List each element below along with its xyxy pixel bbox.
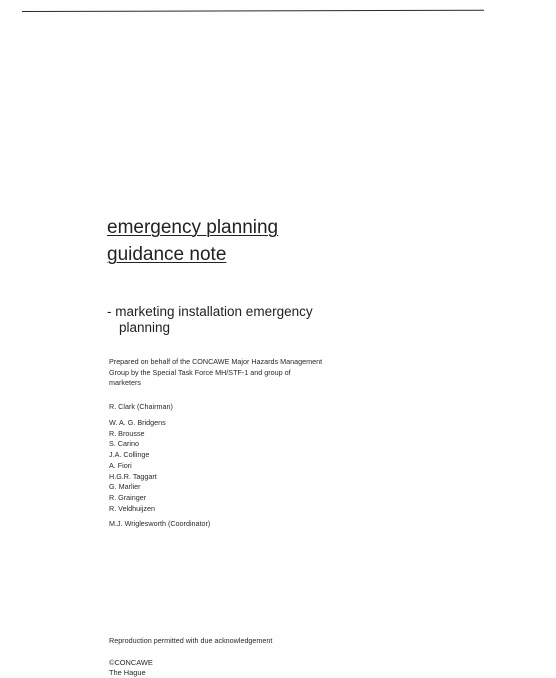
prepared-line-3: marketers <box>109 378 141 387</box>
copyright-line: ©CONCAWE <box>109 658 153 667</box>
address-line: The Hague <box>109 668 146 677</box>
member-item: R. Grainger <box>109 492 147 502</box>
member-list <box>109 418 166 514</box>
member-item: J.A. Collinge <box>109 450 150 460</box>
chairman-name: R. Clark (Chairman) <box>109 402 173 411</box>
reproduction-note: Reproduction permitted with due acknowledgement <box>109 636 273 645</box>
member-item: R. Brousse <box>109 428 145 438</box>
title-line-1: emergency planning <box>107 217 279 238</box>
prepared-line-2: Group by the Special Task Force MH/STF-1 and group of <box>109 367 291 377</box>
member-item: H.G.R. Taggart <box>109 471 157 481</box>
prepared-statement <box>109 357 409 389</box>
prepared-line-1: Prepared on behalf of the CONCAWE Major Hazards Management <box>109 357 323 366</box>
title-line-2: guidance note <box>107 244 227 265</box>
top-horizontal-rule <box>22 10 484 12</box>
subtitle-line-1: - marketing installation emergency <box>107 304 313 319</box>
member-item: S. Carino <box>109 439 139 449</box>
member-item: A. Fiori <box>109 460 132 470</box>
coordinator-name: M.J. Wriglesworth (Coordinator) <box>109 519 211 528</box>
document-subtitle <box>107 304 347 336</box>
member-item: W. A. G. Bridgens <box>109 418 166 427</box>
document-title <box>107 214 407 268</box>
member-item: R. Veldhuijzen <box>109 503 155 513</box>
subtitle-line-2: planning <box>119 320 171 335</box>
member-item: G. Marlier <box>109 482 141 492</box>
